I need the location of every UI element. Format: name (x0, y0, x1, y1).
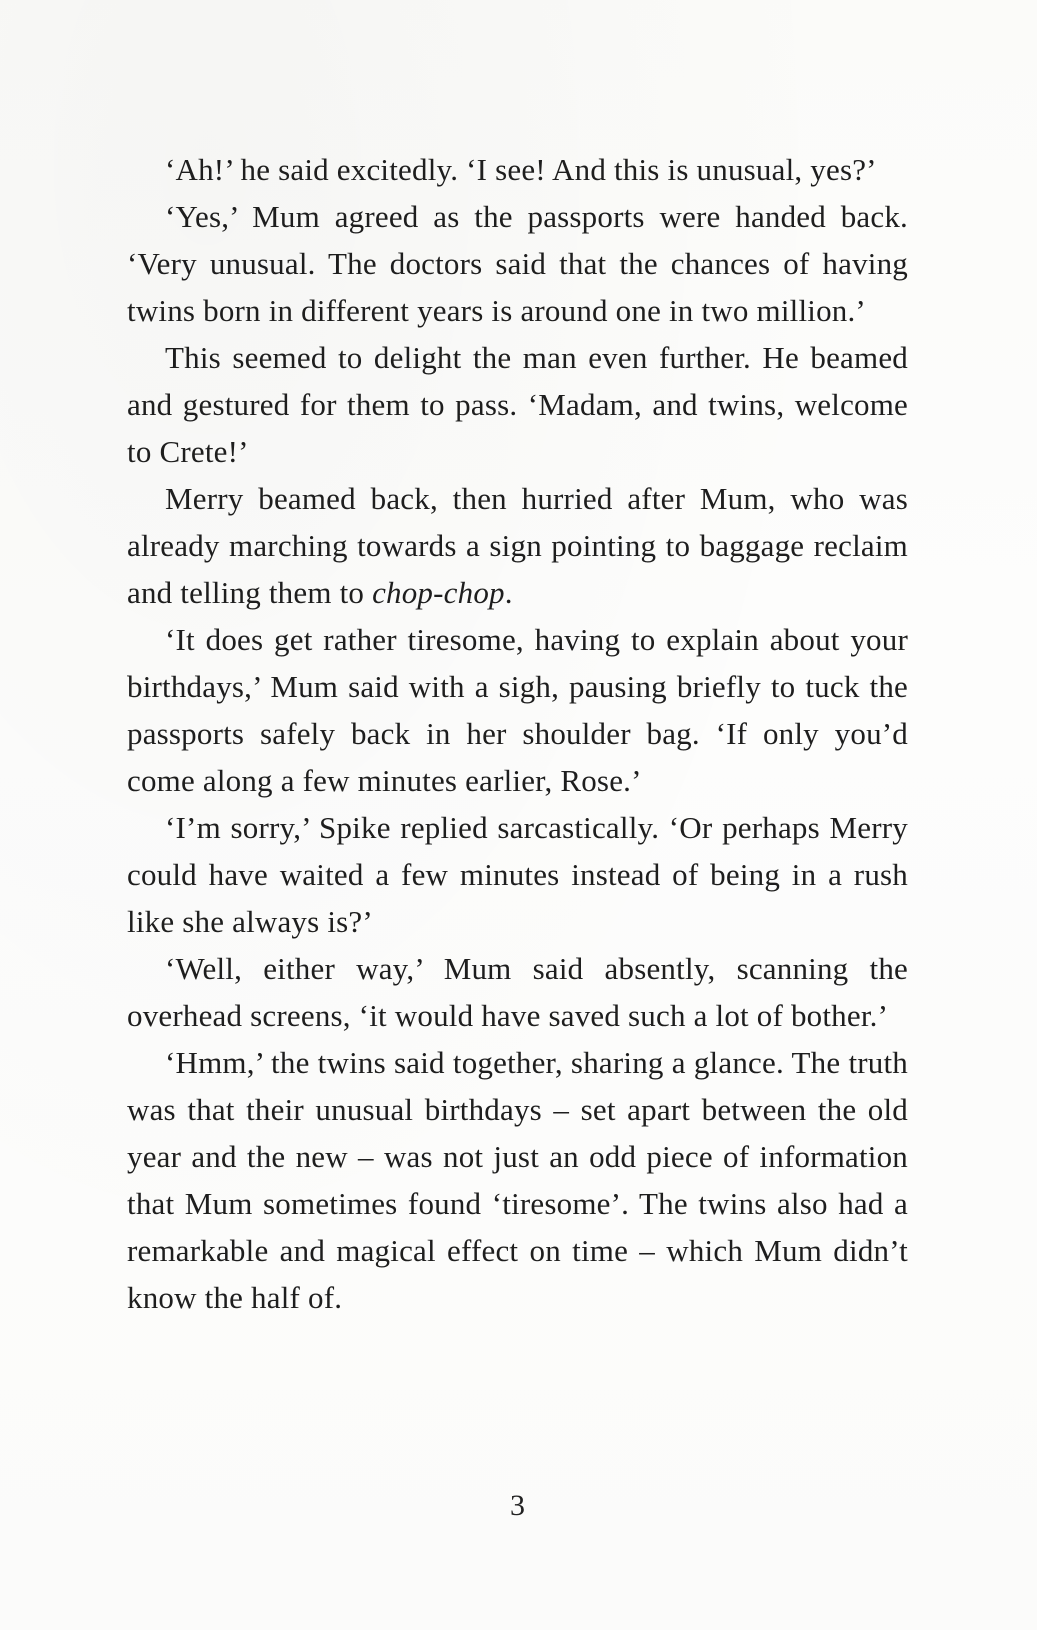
paragraph-text: ‘Ah!’ he said excitedly. ‘I see! And this is unusual, yes?’ (165, 152, 877, 187)
page-number: 3 (510, 1489, 525, 1522)
paragraph-text: ‘Hmm,’ the twins said together, sharing a glance. The truth was that their unusual birthdays – set apart between the old year and the new – was not just an odd piece of information that Mum sometimes found ‘tiresome’. The twins also had a remarkable and magical effect on time – which Mum didn’t know the half of. (127, 1045, 908, 1315)
paragraph (127, 945, 908, 1039)
paragraph (127, 804, 908, 945)
paragraph (127, 475, 908, 616)
paragraph-text-italic: chop-chop (372, 575, 505, 610)
page-footer (127, 1488, 908, 1524)
paragraph-text: ‘Yes,’ Mum agreed as the passports were handed back. ‘Very unusual. The doctors said that the chances of having twins born in different years is around one in two million.’ (127, 199, 908, 328)
paragraph-text: Merry beamed back, then hurried after Mum, who was already marching towards a sign pointing to baggage reclaim and telling them to (127, 481, 908, 610)
paragraph (127, 616, 908, 804)
paragraph-text: ‘I’m sorry,’ Spike replied sarcastically. ‘Or perhaps Merry could have waited a few minutes instead of being in a rush like she always is?’ (127, 810, 908, 939)
paragraph-text: ‘Well, either way,’ Mum said absently, scanning the overhead screens, ‘it would have saved such a lot of bother.’ (127, 951, 908, 1033)
paragraph-text: This seemed to delight the man even further. He beamed and gestured for them to pass. ‘Madam, and twins, welcome to Crete!’ (127, 340, 908, 469)
body-text (127, 146, 908, 1321)
paragraph (127, 1039, 908, 1321)
paragraph (127, 193, 908, 334)
paragraph (127, 334, 908, 475)
paragraph-text: . (504, 575, 513, 610)
paragraph-text: ‘It does get rather tiresome, having to explain about your birthdays,’ Mum said with a sigh, pausing briefly to tuck the passports safely back in her shoulder bag. ‘If only you’d come along a few minutes earlier, Rose.’ (127, 622, 908, 798)
paragraph (127, 146, 908, 193)
